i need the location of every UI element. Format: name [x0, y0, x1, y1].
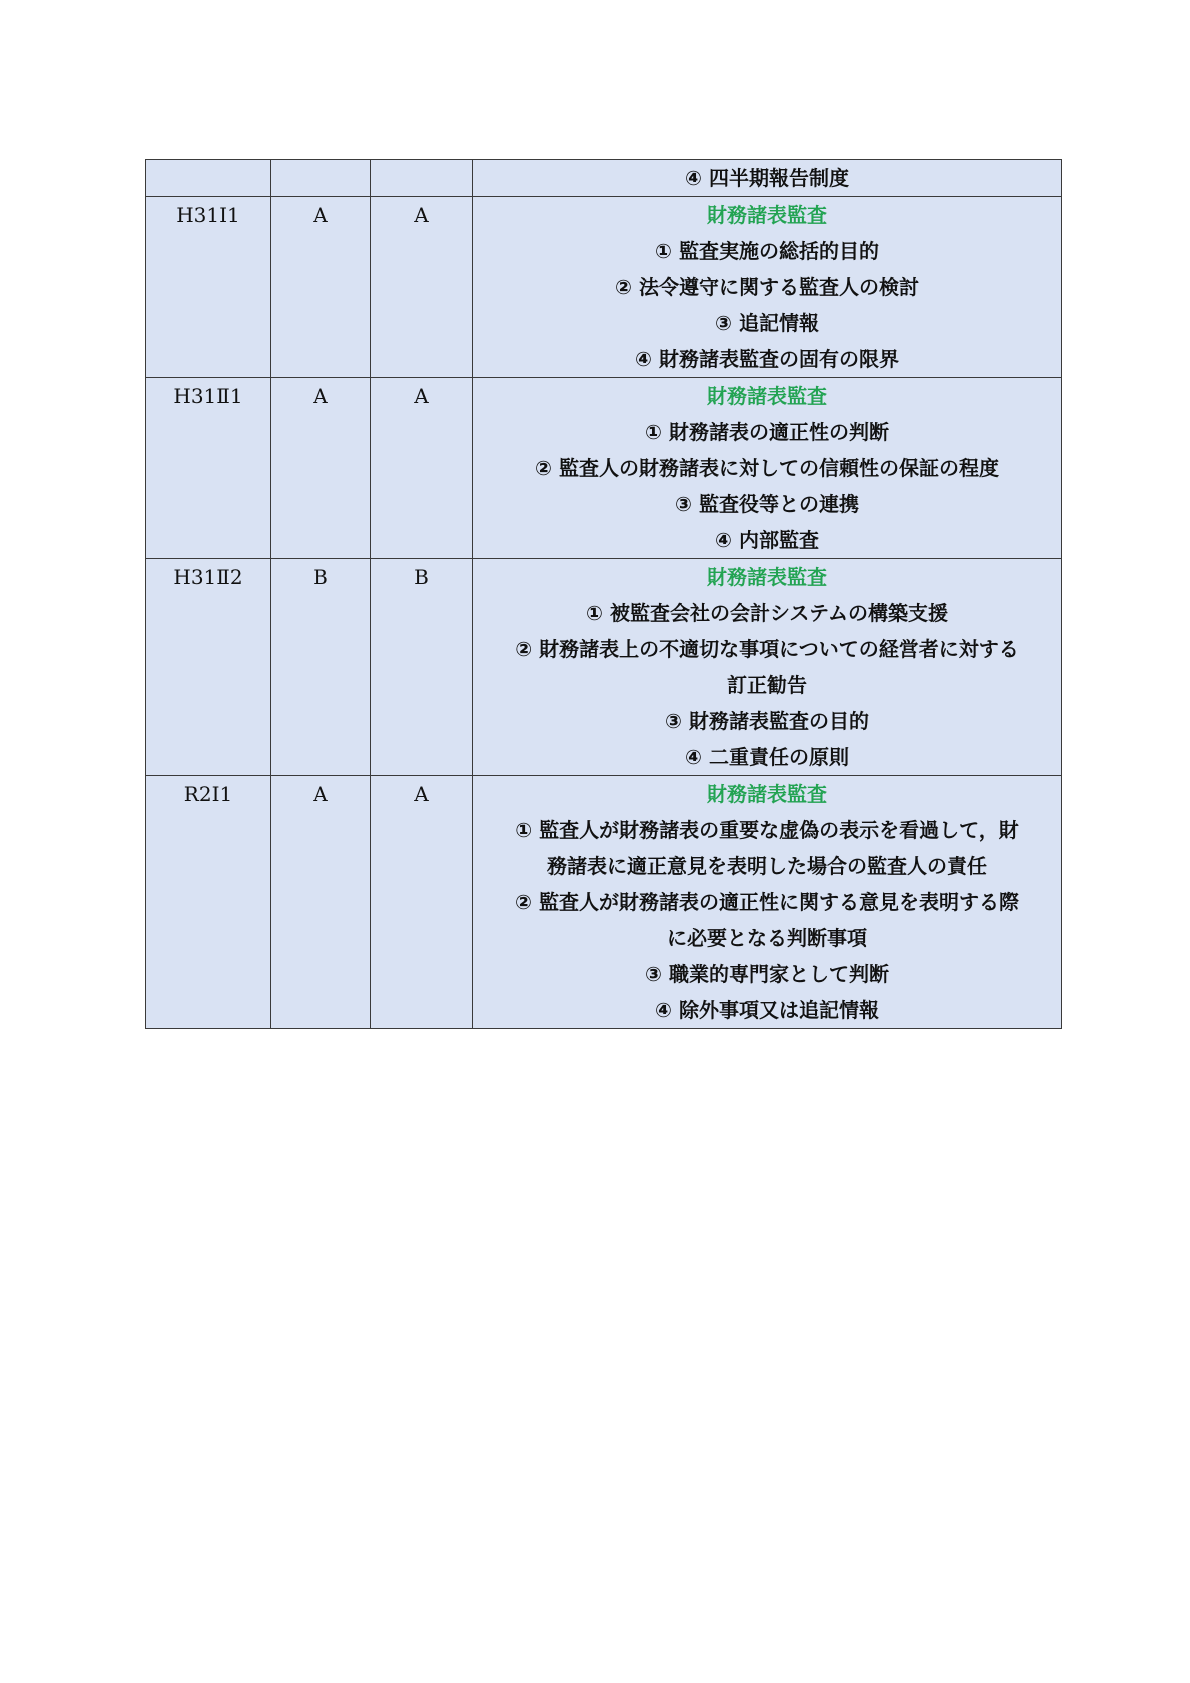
topic-item: ① 監査人が財務諸表の重要な虚偽の表示を看過して，財 — [515, 818, 1019, 842]
grade-cell: A — [271, 378, 371, 559]
topic-item: ④ 内部監査 — [715, 528, 819, 552]
topic-cell — [473, 559, 1062, 776]
topic-item: 務諸表に適正意見を表明した場合の監査人の責任 — [547, 854, 987, 878]
grade-cell — [271, 160, 371, 197]
topic-item: ① 財務諸表の適正性の判断 — [645, 420, 889, 444]
topic-cell — [473, 776, 1062, 1029]
topic-item: ③ 職業的専門家として判断 — [645, 962, 889, 986]
topic-title: 財務諸表監査 — [707, 384, 827, 408]
exam-code-cell: H31Ⅰ1 — [146, 197, 271, 378]
table-row — [146, 160, 1062, 197]
exam-code-cell: H31Ⅱ1 — [146, 378, 271, 559]
topic-item: 訂正勧告 — [727, 673, 807, 697]
exam-topic-table-page — [145, 159, 1061, 1029]
exam-code-cell: R2Ⅰ1 — [146, 776, 271, 1029]
table-row — [146, 378, 1062, 559]
topic-cell — [473, 378, 1062, 559]
topic-item: ④ 財務諸表監査の固有の限界 — [635, 347, 899, 371]
topic-item: ③ 財務諸表監査の目的 — [665, 709, 869, 733]
topic-item: ① 監査実施の総括的目的 — [655, 239, 879, 263]
topic-title: 財務諸表監査 — [707, 203, 827, 227]
topic-item: ② 法令遵守に関する監査人の検討 — [615, 275, 919, 299]
grade-cell: B — [271, 559, 371, 776]
table-row — [146, 776, 1062, 1029]
grade-cell: A — [271, 197, 371, 378]
topic-item: ② 財務諸表上の不適切な事項についての経営者に対する — [515, 637, 1019, 661]
exam-code-cell — [146, 160, 271, 197]
topic-item: ② 監査人が財務諸表の適正性に関する意見を表明する際 — [515, 890, 1019, 914]
topic-item: ④ 二重責任の原則 — [685, 745, 849, 769]
topic-item: ② 監査人の財務諸表に対しての信頼性の保証の程度 — [535, 456, 999, 480]
topic-item: ④ 除外事項又は追記情報 — [655, 998, 879, 1022]
table-row — [146, 197, 1062, 378]
topic-title: 財務諸表監査 — [707, 565, 827, 589]
topic-item: ③ 監査役等との連携 — [675, 492, 859, 516]
topic-cell — [473, 160, 1062, 197]
topic-title: 財務諸表監査 — [707, 782, 827, 806]
grade-cell: A — [371, 197, 473, 378]
grade-cell: B — [371, 559, 473, 776]
grade-cell: A — [271, 776, 371, 1029]
table-row — [146, 559, 1062, 776]
exam-code-cell: H31Ⅱ2 — [146, 559, 271, 776]
grade-cell: A — [371, 378, 473, 559]
topic-item: に必要となる判断事項 — [667, 926, 867, 950]
topic-item: ① 被監査会社の会計システムの構築支援 — [586, 601, 948, 625]
topic-item: ④ 四半期報告制度 — [685, 166, 849, 190]
exam-topic-table — [145, 159, 1062, 1029]
grade-cell — [371, 160, 473, 197]
grade-cell: A — [371, 776, 473, 1029]
topic-cell — [473, 197, 1062, 378]
topic-item: ③ 追記情報 — [715, 311, 819, 335]
